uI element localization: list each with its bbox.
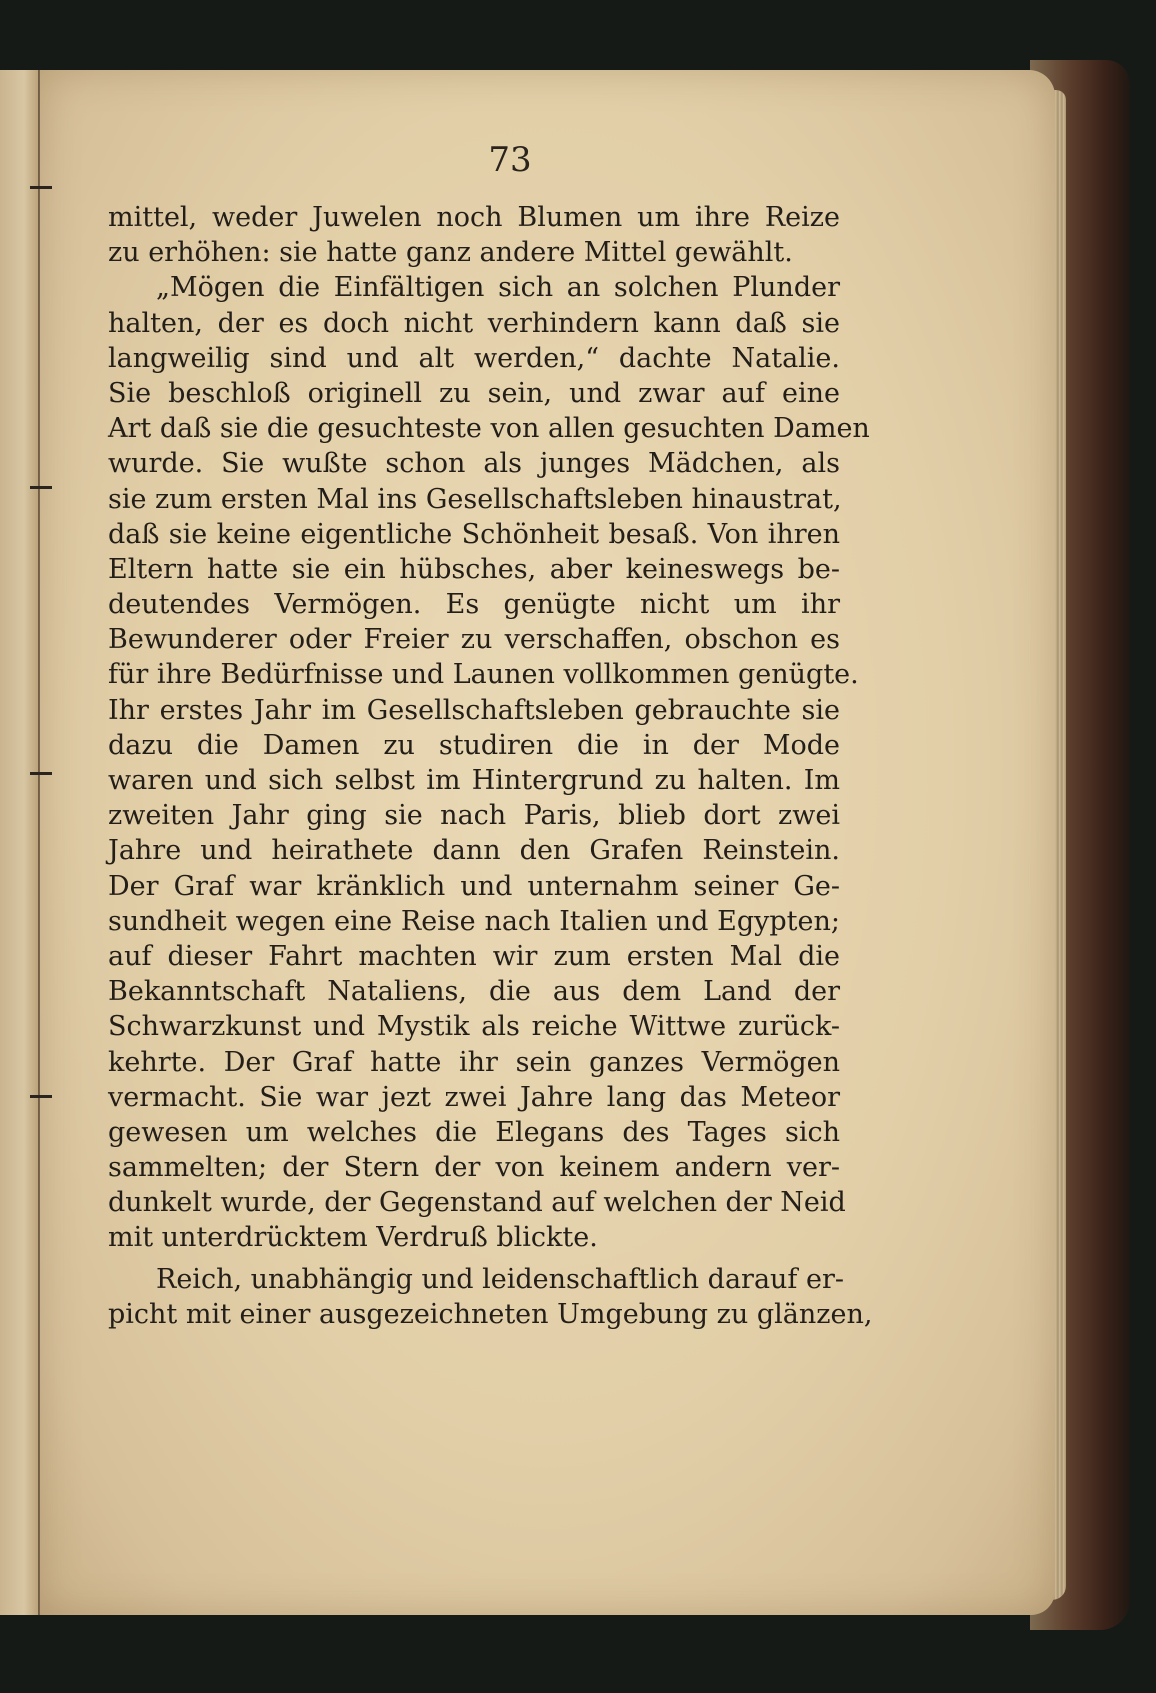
text-line: halten, der es doch nicht verhindern kann daß sie bbox=[108, 307, 840, 339]
text-line: gewesen um welches die Elegans des Tages sich bbox=[108, 1116, 840, 1148]
text-line: Ihr erstes Jahr im Gesellschaftsleben gebrauchte sie bbox=[108, 694, 840, 726]
text-line: daß sie keine eigentliche Schönheit besaß. Von ihren bbox=[108, 518, 840, 550]
text-line: für ihre Bedürfnisse und Launen vollkommen genügte. bbox=[108, 659, 859, 691]
text-line: auf dieser Fahrt machten wir zum ersten Mal die bbox=[108, 940, 840, 972]
text-line: mittel, weder Juwelen noch Blumen um ihre Reize bbox=[108, 202, 840, 233]
text-line: Bewunderer oder Freier zu verschaffen, obschon es bbox=[108, 624, 840, 656]
text-line: Jahre und heirathete dann den Grafen Reinstein. bbox=[108, 835, 840, 867]
text-line: Eltern hatte sie ein hübsches, aber keineswegs be- bbox=[108, 553, 840, 585]
text-line: Bekanntschaft Nataliens, die aus dem Land der bbox=[108, 976, 840, 1008]
text-line: dazu die Damen zu studiren die in der Mode bbox=[108, 729, 840, 761]
text-line: Art daß sie die gesuchteste von allen gesuchten Damen bbox=[108, 413, 870, 445]
text-line: sammelten; der Stern der von keinem andern ver- bbox=[108, 1152, 840, 1184]
text-line: picht mit einer ausgezeichneten Umgebung zu glänzen, bbox=[108, 1298, 873, 1330]
text-line: sundheit wegen eine Reise nach Italien und Egypten; bbox=[108, 905, 840, 937]
page-number: 73 bbox=[488, 140, 532, 180]
margin-mark bbox=[30, 486, 52, 489]
text-line: vermacht. Sie war jezt zwei Jahre lang das Meteor bbox=[108, 1081, 840, 1113]
left-page-edge bbox=[0, 70, 42, 1615]
text-line: Der Graf war kränklich und unternahm seiner Ge- bbox=[108, 870, 840, 902]
margin-mark bbox=[30, 772, 52, 775]
text-line: wurde. Sie wußte schon als junges Mädchen, als bbox=[108, 448, 840, 480]
margin-mark bbox=[30, 1095, 52, 1098]
text-line: „Mögen die Einfältigen sich an solchen Plunder bbox=[156, 272, 840, 304]
text-line: Sie beschloß originell zu sein, und zwar auf eine bbox=[108, 377, 840, 409]
margin-mark bbox=[30, 186, 52, 189]
text-line: dunkelt wurde, der Gegenstand auf welchen der Neid bbox=[108, 1187, 846, 1219]
text-line: kehrte. Der Graf hatte ihr sein ganzes Vermögen bbox=[108, 1046, 840, 1078]
text-line: Schwarzkunst und Mystik als reiche Wittwe zurück- bbox=[108, 1011, 840, 1043]
text-line: langweilig sind und alt werden,“ dachte Natalie. bbox=[108, 342, 840, 374]
text-line: zweiten Jahr ging sie nach Paris, blieb dort zwei bbox=[108, 800, 840, 832]
text-line: deutendes Vermögen. Es genügte nicht um ihr bbox=[108, 589, 840, 621]
body-text bbox=[108, 200, 873, 1380]
text-line: Reich, unabhängig und leidenschaftlich darauf er- bbox=[156, 1263, 845, 1295]
text-line: zu erhöhen: sie hatte ganz andere Mittel gewählt. bbox=[108, 237, 793, 269]
text-line: mit unterdrücktem Verdruß blickte. bbox=[108, 1222, 598, 1254]
text-line: waren und sich selbst im Hintergrund zu halten. Im bbox=[108, 765, 840, 796]
text-line: sie zum ersten Mal ins Gesellschaftsleben hinaustrat, bbox=[108, 483, 842, 515]
